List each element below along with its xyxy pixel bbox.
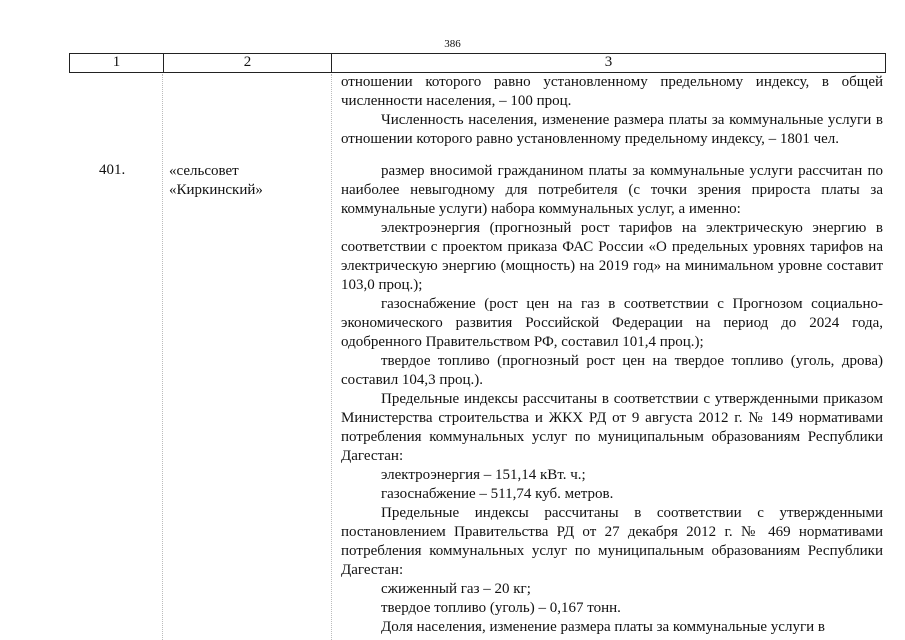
header-col-2: 2	[243, 54, 252, 70]
top-text-block	[341, 73, 883, 149]
paragraph: электроэнергия (прогнозный рост тарифов на электрическую энергию в соответствии с проектом приказа ФАС России «О предельных уровнях тарифов на электрическую энергию (мощность) на 2019 год» на минимальном уровне составит 103,0 проц.);	[341, 220, 883, 293]
paragraph: газоснабжение (рост цен на газ в соответствии с Прогнозом социально-экономического развития Российской Федерации на период до 2024 года, одобренного Правительством РФ, составил 101,4 проц.);	[341, 296, 883, 350]
paragraph: Численность населения, изменение размера платы за коммунальные услуги в отношении которого равно установленному предельному индексу, – 1801 чел.	[341, 112, 883, 147]
paragraph: твердое топливо (прогнозный рост цен на твердое топливо (уголь, дрова) составил 104,3 проц.).	[341, 353, 883, 388]
paragraph: электроэнергия – 151,14 кВт. ч.;	[381, 467, 586, 483]
paragraph: сжиженный газ – 20 кг;	[381, 581, 531, 597]
paragraph: Доля населения, изменение размера платы за коммунальные услуги в	[381, 619, 825, 635]
row-name-line-1: «сельсовет	[169, 163, 239, 179]
column-guide	[162, 74, 163, 640]
paragraph: размер вносимой гражданином платы за коммунальные услуги рассчитан по наиболее невыгодному для потребителя (с точки зрения прироста платы за коммунальные услуги) набора коммунальных услуг, а именно:	[341, 163, 883, 217]
paragraph: газоснабжение – 511,74 куб. метров.	[381, 486, 614, 502]
header-col-1: 1	[112, 54, 121, 70]
paragraph: Предельные индексы рассчитаны в соответствии с утвержденными приказом Министерства строительства и ЖКХ РД от 9 августа 2012 г. № 149 нормативами потребления коммунальных услуг по муниципальным образованиям Республики Дагестан:	[341, 391, 883, 464]
page-number: 386	[444, 38, 461, 50]
main-text-block	[341, 162, 883, 637]
header-col-3: 3	[604, 54, 613, 70]
row-name	[169, 162, 263, 200]
paragraph: Предельные индексы рассчитаны в соответствии с утвержденными постановлением Правительства РД от 27 декабря 2012 г. № 469 нормативами потребления коммунальных услуг по муниципальным образованиям Республики Дагестан:	[341, 505, 883, 578]
paragraph: твердое топливо (уголь) – 0,167 тонн.	[381, 600, 621, 616]
column-guide	[331, 74, 332, 640]
row-name-line-2: «Киркинский»	[169, 182, 263, 198]
paragraph: отношении которого равно установленному предельному индексу, в общей численности населения, – 100 проц.	[341, 74, 883, 109]
row-number: 401.	[99, 162, 126, 178]
table-header	[69, 53, 886, 73]
